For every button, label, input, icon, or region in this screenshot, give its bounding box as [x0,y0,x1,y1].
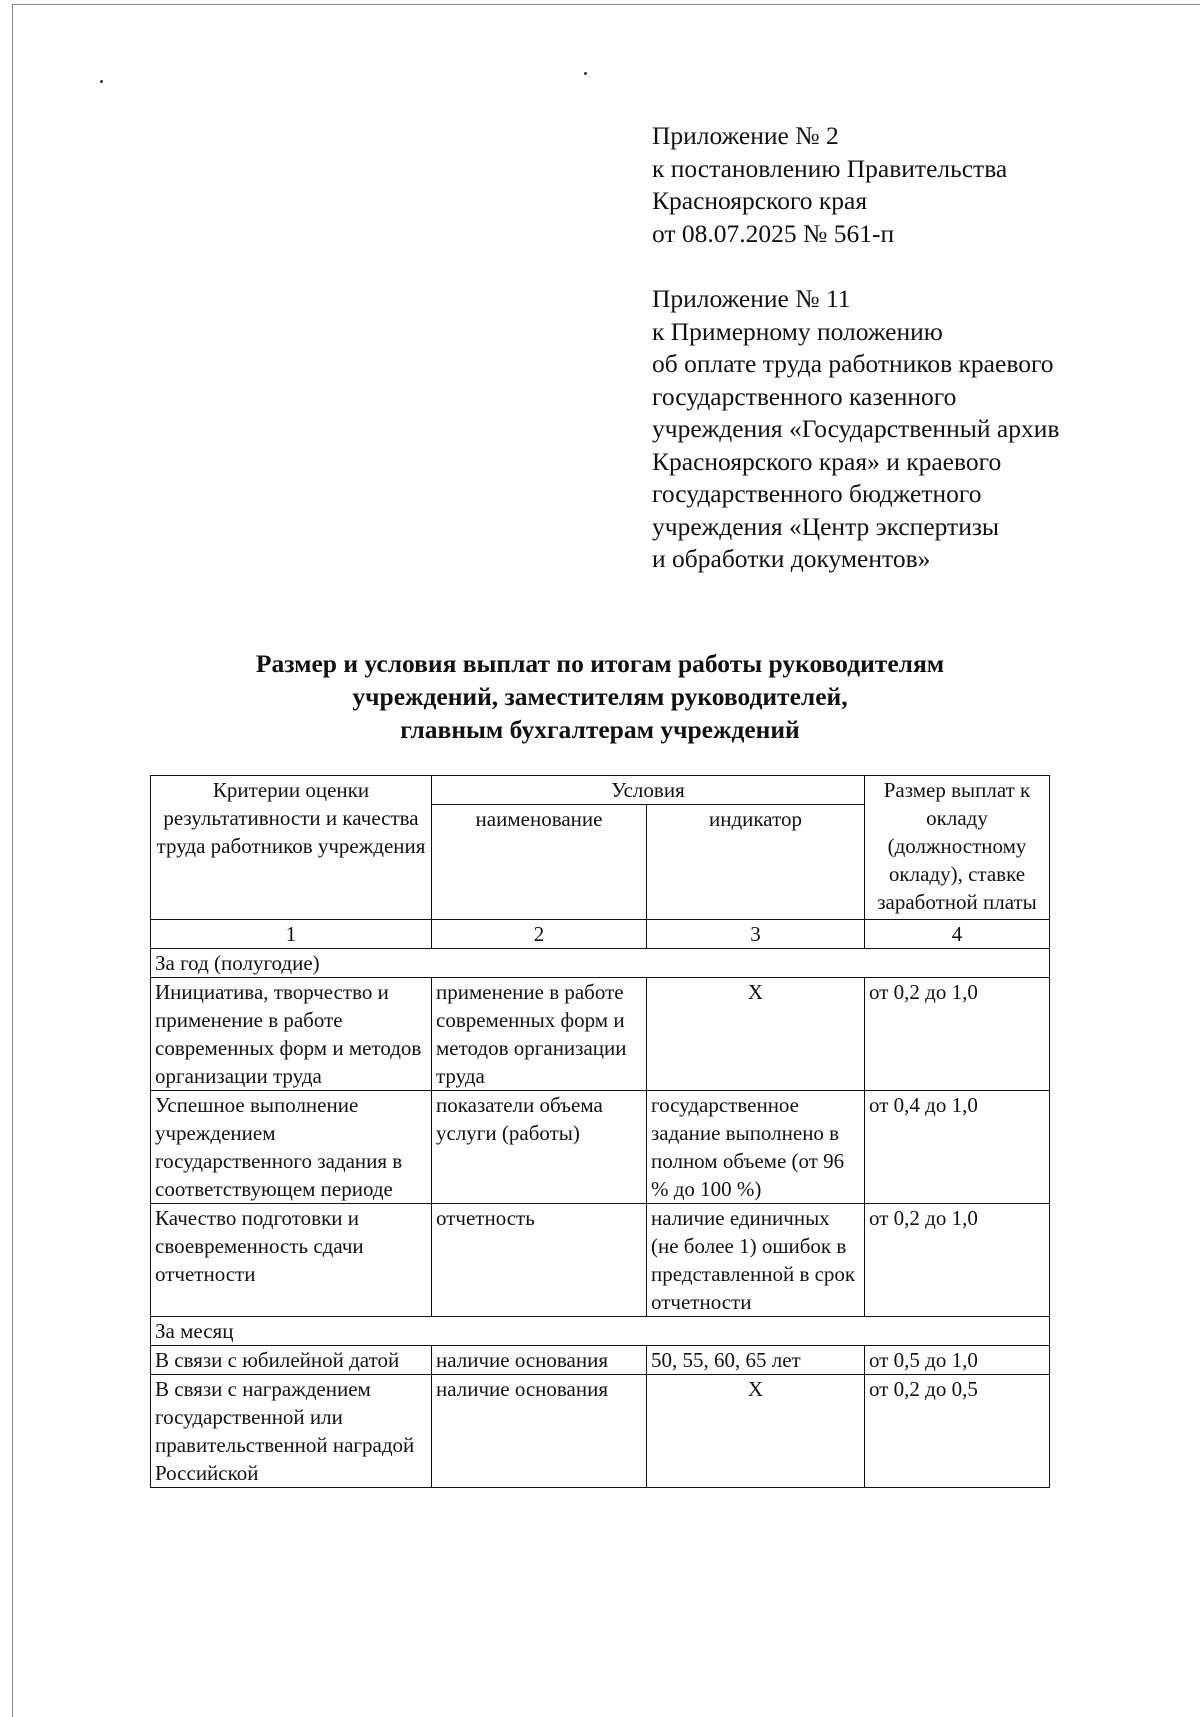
cell-name: применение в работе современных форм и методов организации труда [432,978,647,1091]
attachment-line: и обработки документов» [652,544,931,573]
attachment-line: учреждения «Государственный архив [652,414,1060,443]
cell-payment: от 0,5 до 1,0 [865,1346,1050,1375]
title-line: главным бухгалтерам учреждений [400,715,800,744]
section-label: За год (полугодие) [151,949,1050,978]
header-payment: Размер выплат к окладу (должностному окладу), ставке заработной платы [865,776,1050,920]
table-row [151,1346,1050,1375]
cell-indicator: 50, 55, 60, 65 лет [647,1346,865,1375]
attachment-line: Приложение № 2 [652,121,839,150]
cell-indicator: Х [647,1375,865,1488]
attachment-line: от 08.07.2025 № 561-п [652,218,895,248]
attachment-line: государственного бюджетного [652,479,982,508]
cell-criteria: Качество подготовки и своевременность сдачи отчетности [151,1204,432,1317]
attachment-line: учреждения «Центр экспертизы [652,511,1000,541]
table-header-row [151,776,1050,805]
section-row [151,949,1050,978]
cell-criteria: Успешное выполнение учреждением государственного задания в соответствующем периоде [151,1091,432,1204]
section-row [151,1317,1050,1346]
attachment-line: к Примерному положению [652,316,943,346]
column-number: 4 [865,920,1050,949]
column-number: 3 [647,920,865,949]
attachment-header-1 [652,120,1007,250]
table-row [151,1375,1050,1488]
cell-criteria: В связи с юбилейной датой [151,1346,432,1375]
cell-name: наличие основания [432,1346,647,1375]
scan-border [12,4,1200,5]
payments-table [150,775,1050,1488]
column-number-row [151,920,1050,949]
column-number: 2 [432,920,647,949]
table-row [151,978,1050,1091]
title-line: Размер и условия выплат по итогам работы руководителям [255,649,945,678]
attachment-line: об оплате труда работников краевого [652,349,1054,378]
cell-name: отчетность [432,1204,647,1317]
cell-payment: от 0,2 до 1,0 [865,1204,1050,1317]
cell-criteria: В связи с награждением государственной или правительственной наградой Российской [151,1375,432,1488]
scan-speck [100,80,103,83]
header-conditions: Условия [432,776,865,805]
column-number: 1 [151,920,432,949]
cell-indicator: наличие единичных (не более 1) ошибок в представленной в срок отчетности [647,1204,865,1317]
header-name: наименование [432,805,647,920]
attachment-line: Красноярского края» и краевого [652,446,1002,476]
cell-name: показатели объема услуги (работы) [432,1091,647,1204]
cell-payment: от 0,2 до 0,5 [865,1375,1050,1488]
cell-indicator: государственное задание выполнено в полном объеме (от 96 % до 100 %) [647,1091,865,1204]
document-title [150,647,1050,746]
table-row [151,1204,1050,1317]
attachment-line: Приложение № 11 [652,284,851,313]
cell-payment: от 0,4 до 1,0 [865,1091,1050,1204]
cell-payment: от 0,2 до 1,0 [865,978,1050,1091]
scan-border [12,4,13,1717]
section-label: За месяц [151,1317,1050,1346]
attachment-header-2 [652,283,1059,576]
title-line: учреждений, заместителям руководителей, [352,682,848,711]
attachment-line: к постановлению Правительства [652,153,1008,183]
cell-criteria: Инициатива, творчество и применение в работе современных форм и методов организации труда [151,978,432,1091]
attachment-line: государственного казенного [652,381,957,411]
header-indicator: индикатор [647,805,865,920]
scan-speck [584,72,587,75]
attachment-line: Красноярского края [652,186,868,215]
header-criteria: Критерии оценки результативности и качества труда работников учреждения [151,776,432,920]
table-row [151,1091,1050,1204]
cell-name: наличие основания [432,1375,647,1488]
cell-indicator: Х [647,978,865,1091]
